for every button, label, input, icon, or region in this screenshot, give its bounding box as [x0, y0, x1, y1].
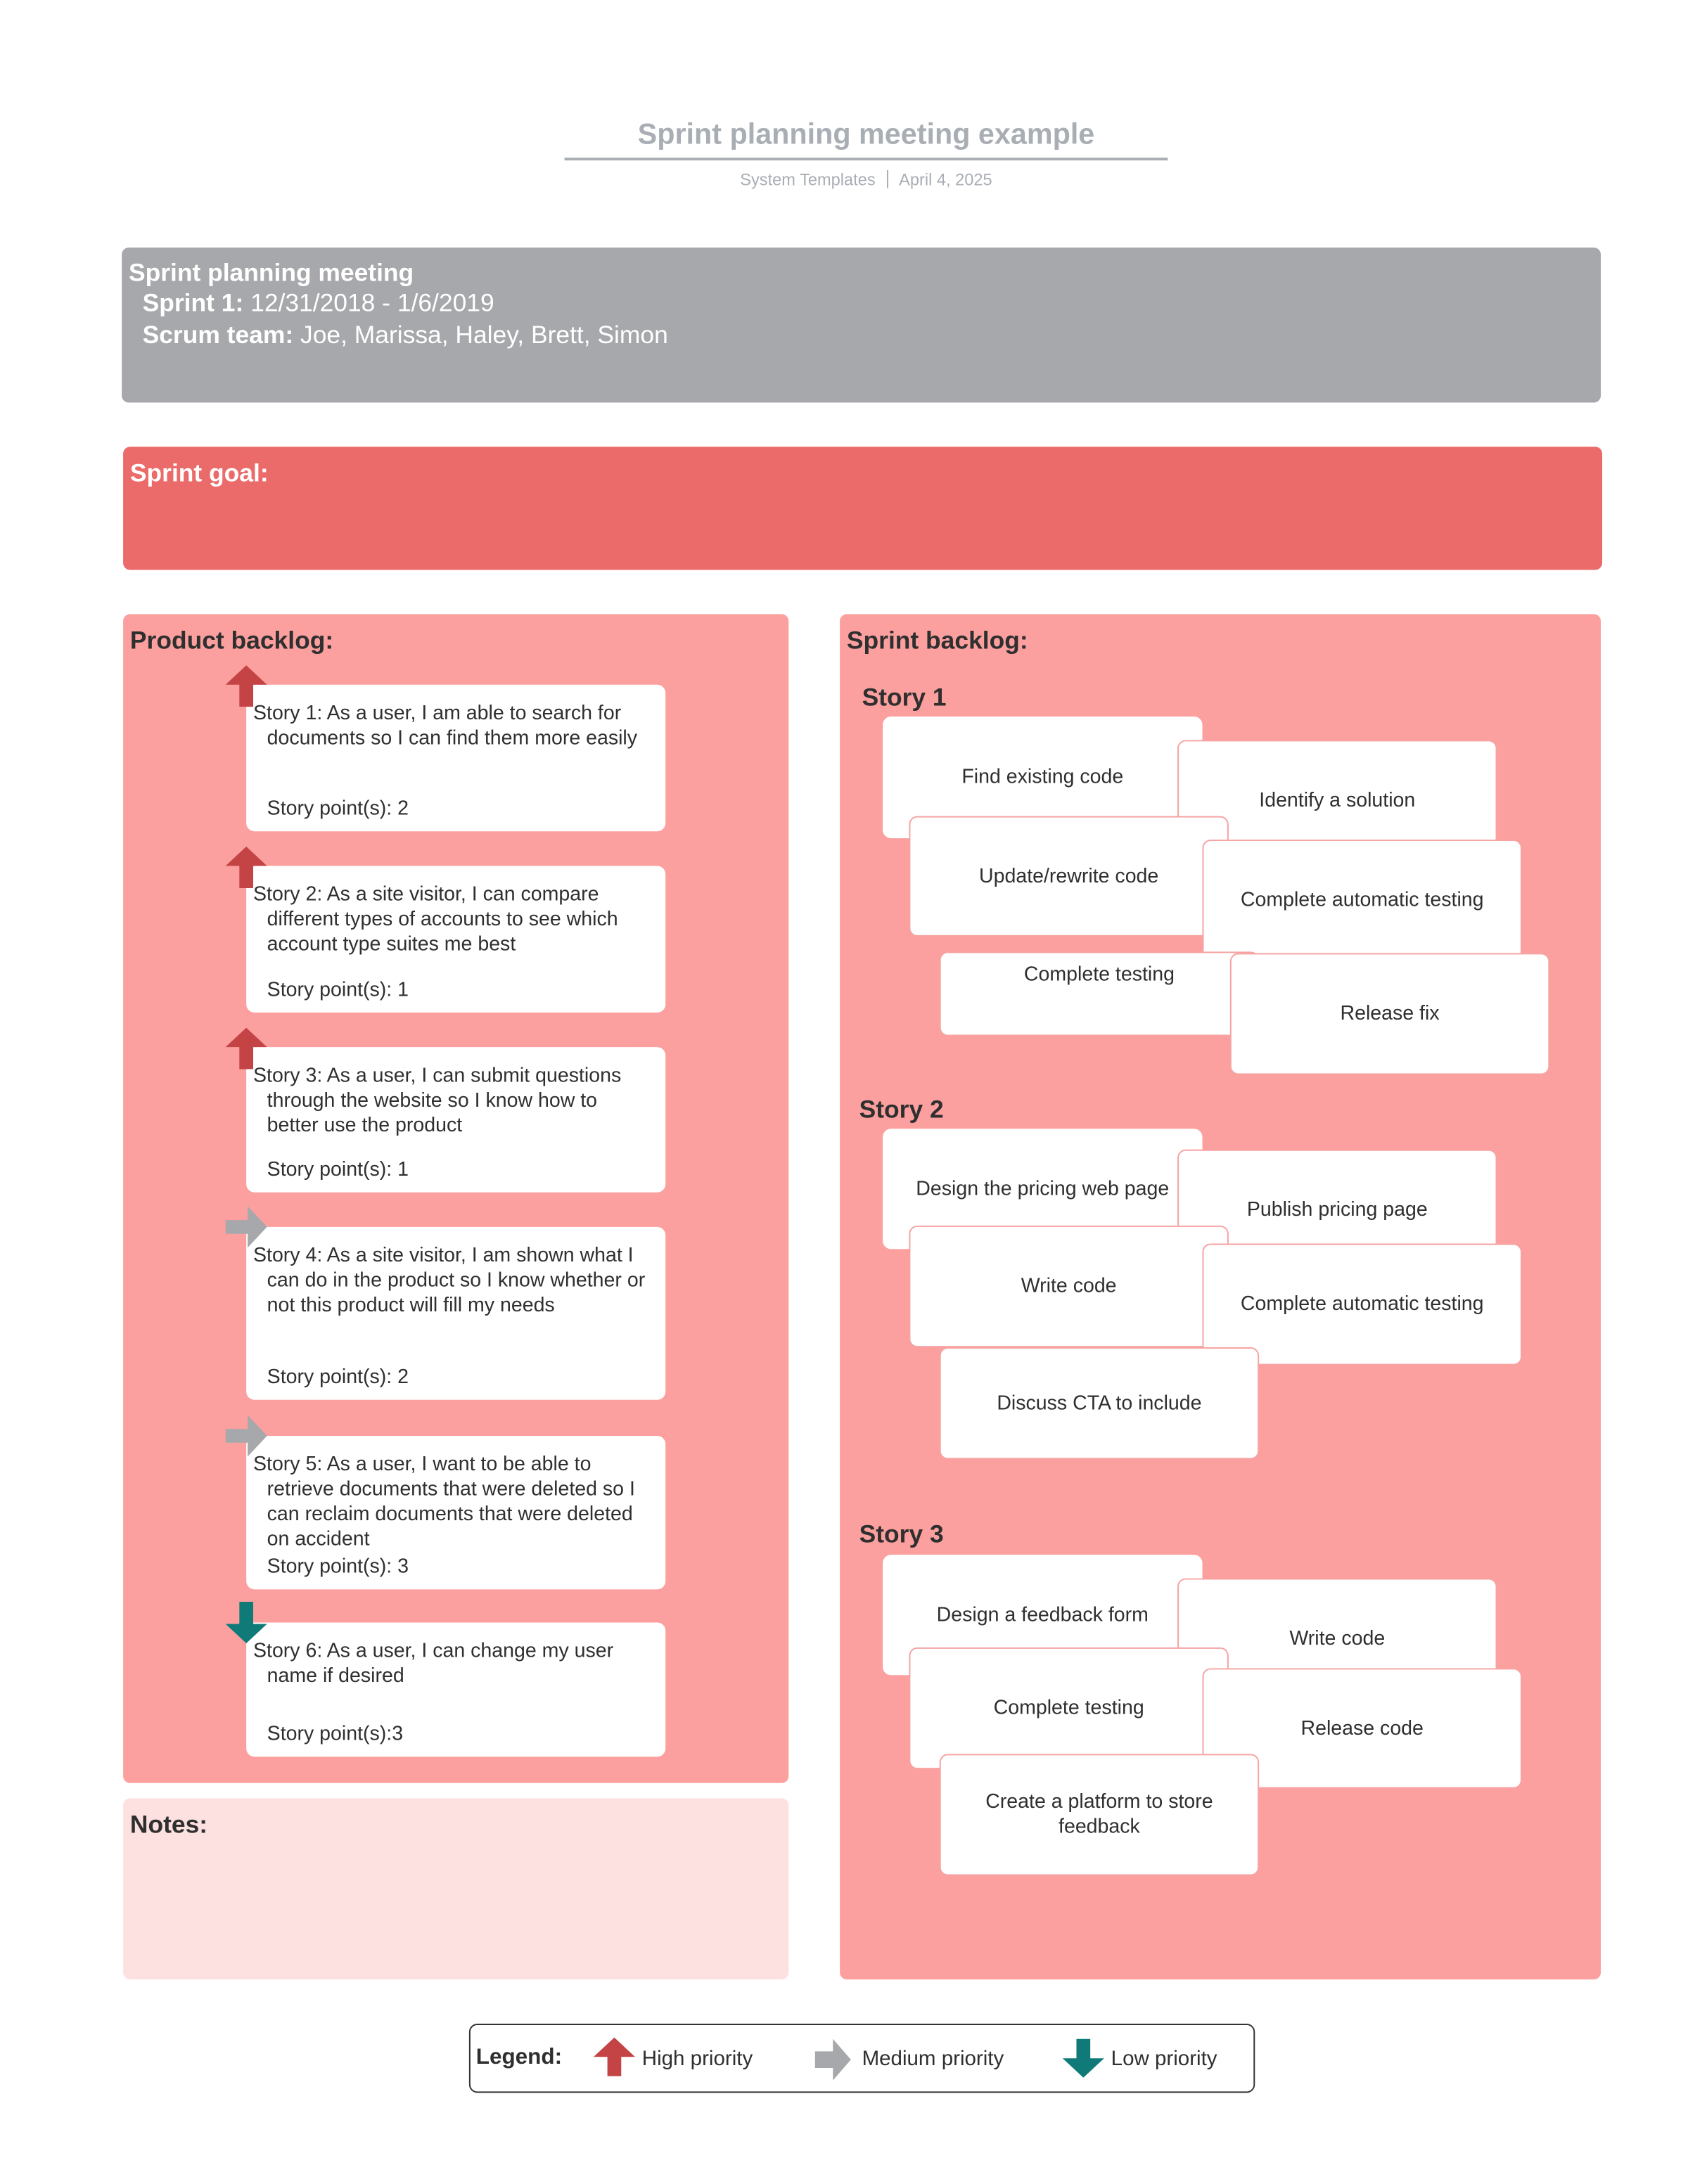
task-card[interactable]: Complete testing: [940, 951, 1259, 1036]
task-card[interactable]: Release fix: [1230, 953, 1549, 1074]
task-card[interactable]: Design a feedback form: [883, 1555, 1202, 1675]
task-card[interactable]: Identify a solution: [1177, 740, 1497, 860]
story-heading: Story 2: [859, 1096, 944, 1124]
backlog-story-card[interactable]: [246, 1047, 665, 1193]
story-text: Story 6: As a user, I can change my user name if desired: [252, 1640, 614, 1688]
scrum-team: [143, 321, 668, 349]
legend-high: High priority: [641, 2047, 753, 2071]
task-card[interactable]: Complete automatic testing: [1202, 840, 1521, 960]
story-text: Story 3: As a user, I can submit questions through the website so I know how to better use the product: [252, 1065, 622, 1138]
task-card[interactable]: Write code: [1177, 1579, 1497, 1699]
story-text: Story 2: As a site visitor, I can compare different types of accounts to see which account type suites me best: [252, 884, 618, 956]
legend-label: Legend:: [475, 2045, 563, 2069]
high-priority-arrow-icon: [226, 665, 267, 707]
sprint-value: 12/31/2018 - 1/6/2019: [250, 289, 494, 317]
task-card[interactable]: Create a platform to store feedback: [940, 1754, 1259, 1875]
medium-priority-arrow-icon: [815, 2039, 851, 2081]
task-card[interactable]: Publish pricing page: [1177, 1150, 1497, 1270]
sprint-dates: [143, 289, 494, 318]
legend-low: Low priority: [1111, 2047, 1217, 2071]
task-card[interactable]: Discuss CTA to include: [940, 1347, 1259, 1459]
story-points: Story point(s):3: [267, 1723, 404, 1746]
backlog-story-card[interactable]: [246, 685, 665, 832]
story-heading: Story 3: [859, 1520, 944, 1548]
document-title: Sprint planning meeting example: [565, 119, 1168, 160]
sprint-label: Sprint 1:: [142, 289, 244, 317]
meeting-heading: Sprint planning meeting: [128, 258, 414, 287]
story-text: Story 5: As a user, I want to be able to retrieve documents that were deleted so I can reclaim documents that were deleted on accident: [252, 1453, 635, 1551]
task-card[interactable]: Complete testing: [909, 1647, 1228, 1769]
task-card[interactable]: Update/rewrite code: [909, 816, 1228, 937]
task-card[interactable]: Complete automatic testing: [1202, 1244, 1521, 1366]
team-value: Joe, Marissa, Haley, Brett, Simon: [300, 321, 668, 349]
story-points: Story point(s): 1: [267, 1159, 409, 1181]
task-card[interactable]: Write code: [909, 1226, 1228, 1347]
high-priority-arrow-icon: [594, 2038, 635, 2076]
sprint-goal-label: Sprint goal:: [129, 459, 269, 487]
story-points: Story point(s): 3: [267, 1556, 409, 1579]
medium-priority-arrow-icon: [226, 1415, 267, 1456]
story-points: Story point(s): 2: [267, 1366, 409, 1389]
story-text: Story 4: As a site visitor, I am shown what I can do in the product so I know whether or not this product will fill my needs: [252, 1245, 646, 1317]
medium-priority-arrow-icon: [226, 1206, 267, 1247]
notes-panel[interactable]: [123, 1798, 788, 1979]
sprint-goal-box[interactable]: [123, 447, 1602, 570]
story-text: Story 1: As a user, I am able to search for documents so I can find them more easily: [252, 702, 638, 750]
backlog-story-card[interactable]: [246, 1623, 665, 1757]
document-meta: [565, 170, 1168, 190]
low-priority-arrow-icon: [1063, 2039, 1104, 2078]
story-heading: Story 1: [862, 683, 947, 712]
low-priority-arrow-icon: [226, 1602, 267, 1643]
team-label: Scrum team:: [142, 321, 294, 349]
story-points: Story point(s): 1: [267, 979, 409, 1002]
task-card[interactable]: Release code: [1202, 1668, 1521, 1788]
author: System Templates: [740, 169, 876, 190]
task-card[interactable]: Design the pricing web page: [883, 1129, 1202, 1249]
legend: [469, 2024, 1255, 2093]
story-points: Story point(s): 2: [267, 798, 409, 821]
date: April 4, 2025: [899, 169, 992, 190]
legend-medium: Medium priority: [862, 2047, 1004, 2071]
sprint-backlog-label: Sprint backlog:: [846, 627, 1028, 655]
high-priority-arrow-icon: [226, 847, 267, 888]
backlog-story-card[interactable]: [246, 1436, 665, 1589]
product-backlog-label: Product backlog:: [129, 627, 334, 655]
backlog-story-card[interactable]: [246, 1227, 665, 1400]
high-priority-arrow-icon: [226, 1028, 267, 1069]
backlog-story-card[interactable]: [246, 866, 665, 1013]
task-card[interactable]: Find existing code: [883, 717, 1202, 838]
divider: [886, 170, 888, 188]
notes-label: Notes:: [129, 1811, 208, 1839]
meeting-header: [122, 248, 1601, 402]
